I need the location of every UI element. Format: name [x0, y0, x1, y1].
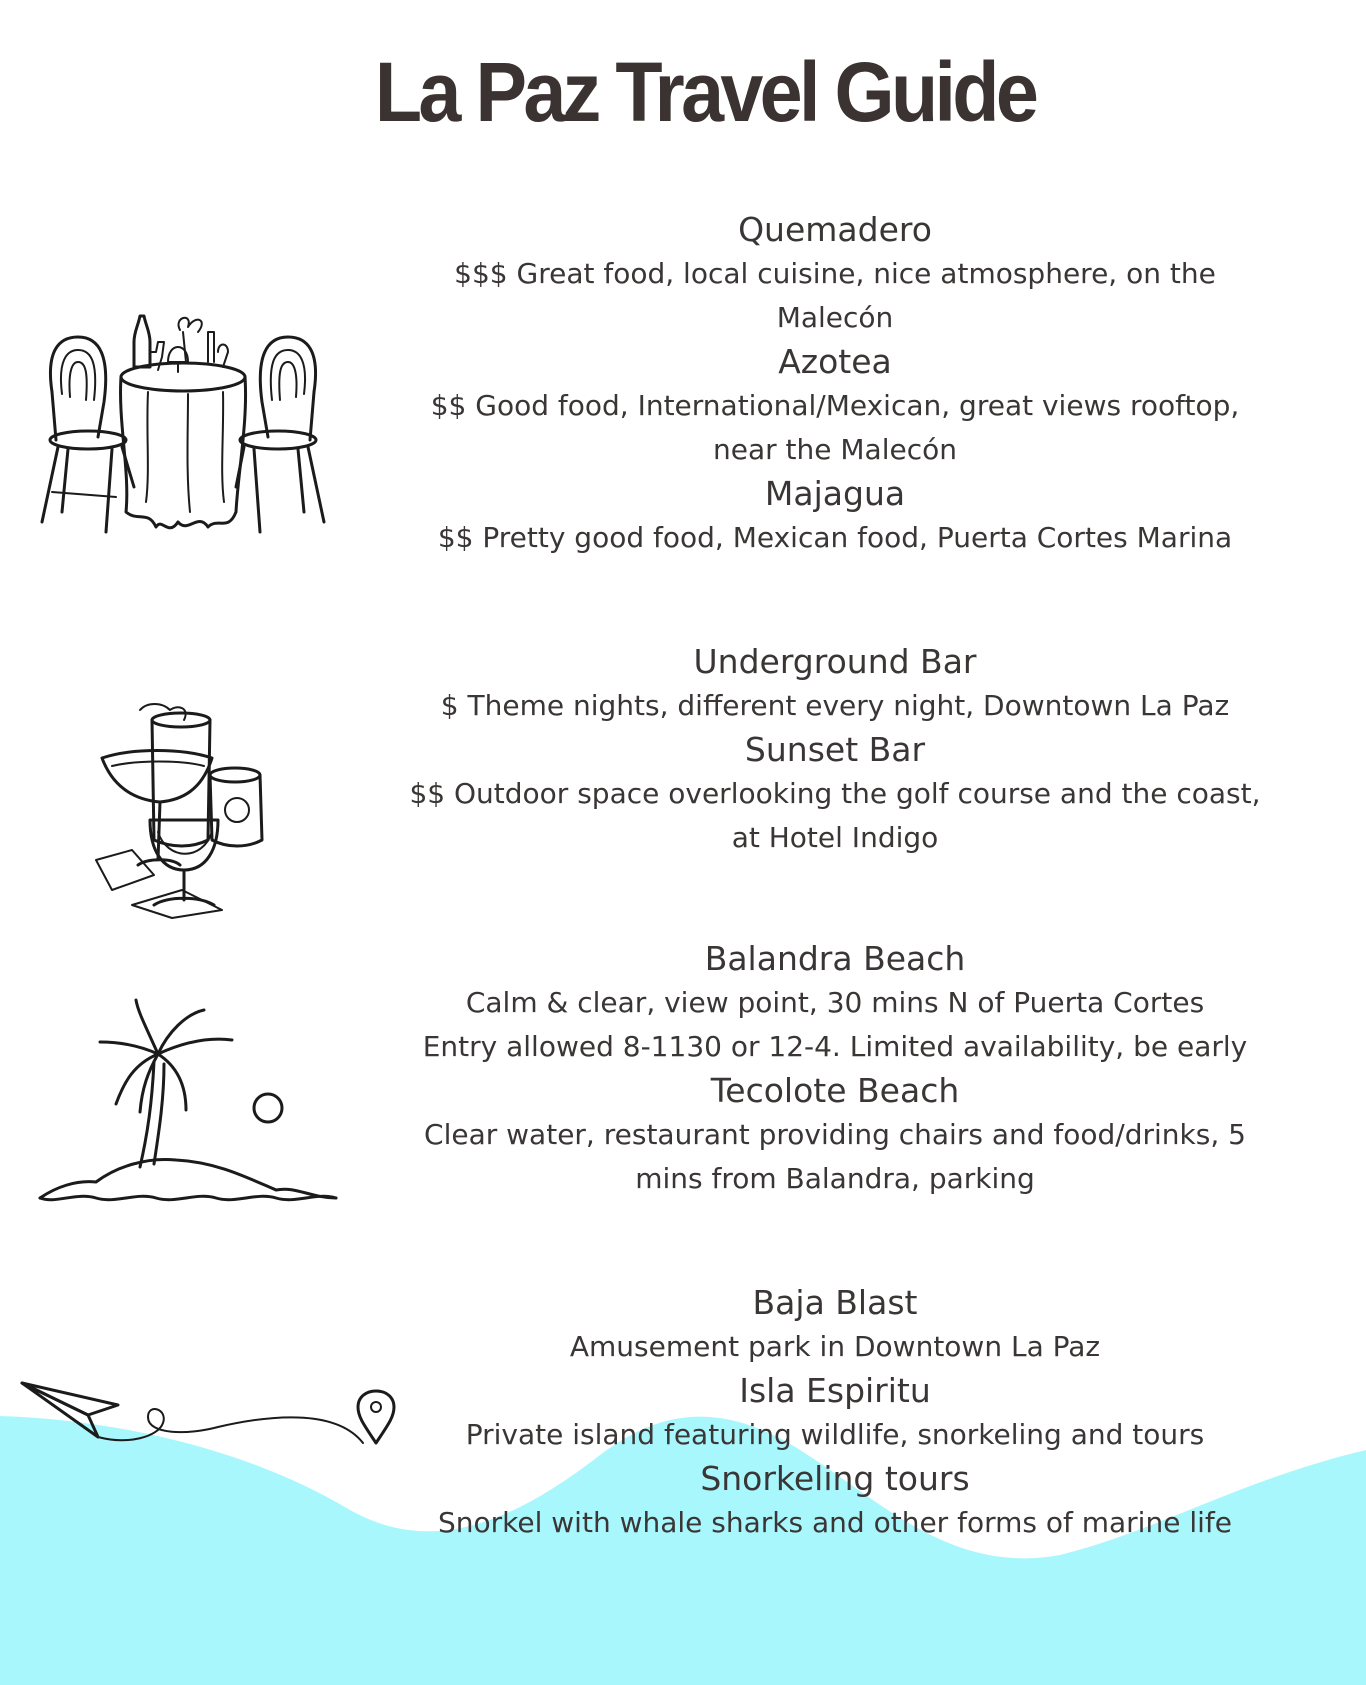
- entry: [355, 1457, 1315, 1545]
- entry: [355, 208, 1315, 340]
- entry: [355, 1281, 1315, 1369]
- cocktail-glasses-icon: [92, 700, 272, 920]
- entry-name: Quemadero: [738, 210, 932, 249]
- entry-name: Tecolote Beach: [710, 1071, 960, 1110]
- entry: [355, 472, 1315, 560]
- entry-name: Balandra Beach: [704, 939, 966, 978]
- entry-line: Malecón: [776, 301, 894, 334]
- entry-name: Azotea: [778, 342, 892, 381]
- palm-island-icon: [36, 992, 346, 1212]
- entry: [355, 1369, 1315, 1457]
- entry: [355, 728, 1315, 860]
- entry-name: Isla Espiritu: [739, 1371, 931, 1410]
- entry-line: Calm & clear, view point, 30 mins N of Puerta Cortes: [465, 986, 1205, 1019]
- entry-name: Snorkeling tours: [700, 1459, 970, 1498]
- entry-line: Snorkel with whale sharks and other forms of marine life: [438, 1506, 1232, 1539]
- bars-section: [355, 640, 1315, 860]
- entry-line: $$ Outdoor space overlooking the golf course and the coast,: [409, 777, 1261, 810]
- activities-section: [355, 1281, 1315, 1545]
- entry: [355, 340, 1315, 472]
- restaurants-section: [355, 208, 1315, 560]
- entry-name: Baja Blast: [752, 1283, 918, 1322]
- entry-line: $ Theme nights, different every night, Downtown La Paz: [440, 689, 1230, 722]
- entry-name: Sunset Bar: [744, 730, 926, 769]
- beaches-section: [355, 937, 1315, 1201]
- entry-line: Private island featuring wildlife, snorkeling and tours: [465, 1418, 1205, 1451]
- entry-line: $$ Good food, International/Mexican, great views rooftop,: [430, 389, 1240, 422]
- entry-line: $$ Pretty good food, Mexican food, Puerta Cortes Marina: [437, 521, 1233, 554]
- dining-table-icon: [38, 312, 328, 542]
- entry-line: at Hotel Indigo: [731, 821, 939, 854]
- page-title: La Paz Travel Guide: [374, 45, 1036, 139]
- entry: [355, 640, 1315, 728]
- entry: [355, 937, 1315, 1069]
- entry-line: near the Malecón: [713, 433, 957, 466]
- entry-line: mins from Balandra, parking: [635, 1162, 1035, 1195]
- entry: [355, 1069, 1315, 1201]
- entry-name: Majagua: [764, 474, 906, 513]
- entry-name: Underground Bar: [693, 642, 977, 681]
- entry-line: Amusement park in Downtown La Paz: [569, 1330, 1101, 1363]
- entry-line: $$$ Great food, local cuisine, nice atmosphere, on the: [454, 257, 1216, 290]
- entry-line: Clear water, restaurant providing chairs and food/drinks, 5: [424, 1118, 1246, 1151]
- paper-plane-route-icon: [18, 1375, 408, 1465]
- entry-line: Entry allowed 8-1130 or 12-4. Limited availability, be early: [422, 1030, 1248, 1063]
